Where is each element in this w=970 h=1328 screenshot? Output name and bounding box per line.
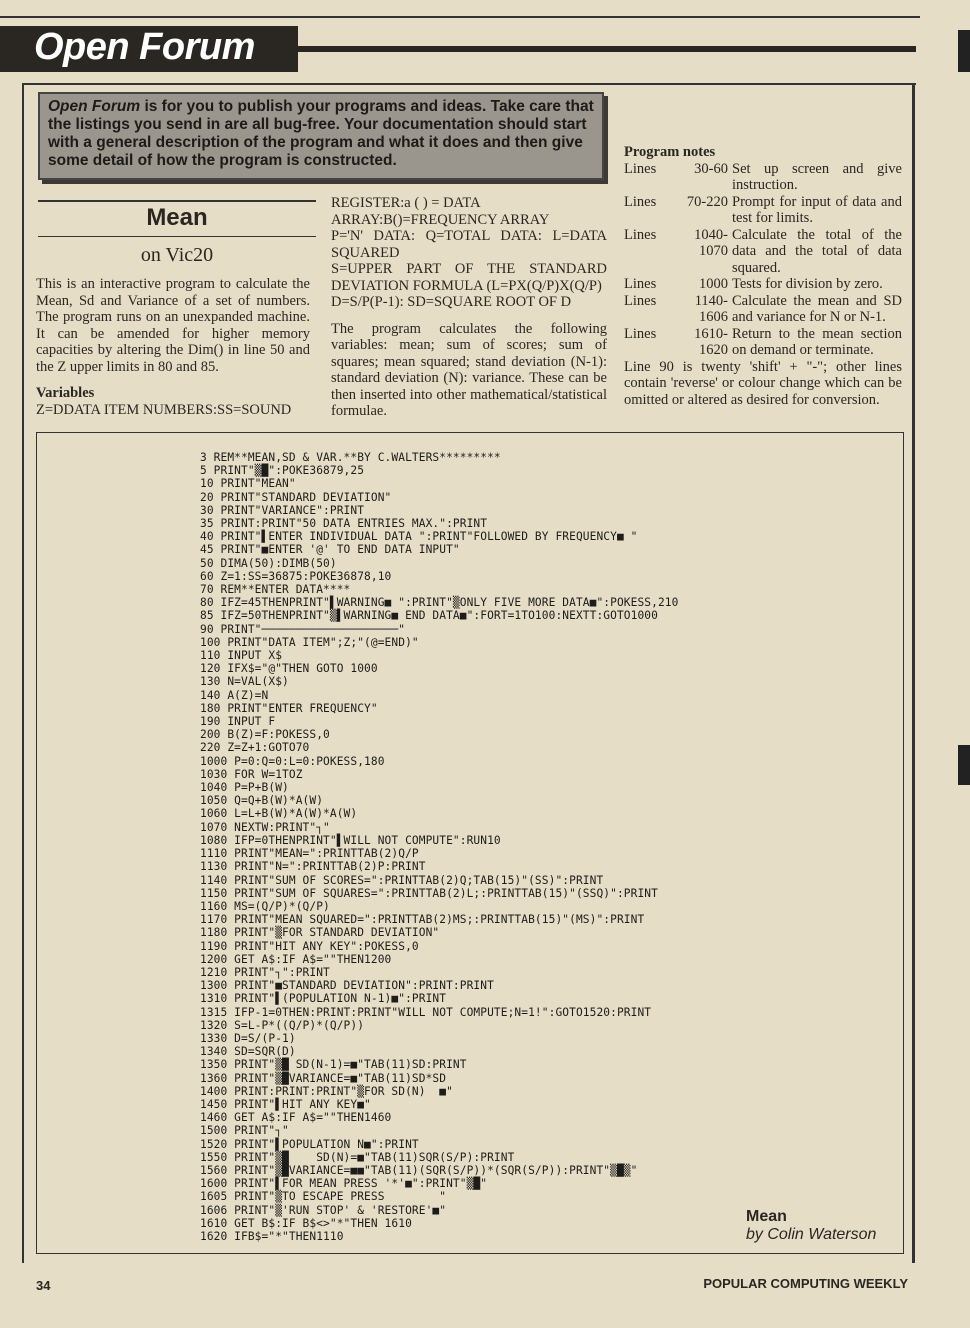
variables-line: ARRAY:B()=FREQUENCY ARRAY (331, 211, 550, 228)
variables-line: D=S/P(P-1): SD=SQUARE ROOT OF D (331, 294, 572, 310)
magazine-name: POPULAR COMPUTING WEEKLY (703, 1276, 908, 1291)
program-note-row (624, 326, 902, 359)
listing-line: 100 PRINT"DATA ITEM";Z;"(@=END)" (200, 635, 419, 649)
edge-mark (958, 30, 970, 72)
listing-line: 1150 PRINT"SUM OF SQUARES=":PRINTTAB(2)L;:PRINTTAB(15)"(SSQ)":PRINT (200, 886, 658, 900)
listing-line: 1460 GET A$:IF A$=""THEN1460 (200, 1111, 392, 1125)
edge-mark (958, 745, 970, 785)
listing-line: 140 A(Z)=N (200, 688, 269, 702)
listing-line: 1605 PRINT"▒TO ESCAPE PRESS " (200, 1190, 447, 1204)
listing-line: 1050 Q=Q+B(W)*A(W) (200, 794, 324, 808)
listing-line: 40 PRINT"▌ENTER INDIVIDUAL DATA ":PRINT"FOLLOWED BY FREQUENCY■ " (200, 530, 638, 544)
listing-line: 5 PRINT"▒█":POKE36879,25 (200, 464, 365, 478)
listing-line: 1030 FOR W=1TOZ (200, 767, 303, 781)
byline-title: Mean (746, 1208, 787, 1225)
intro-box (38, 92, 604, 180)
listing-line: 1610 GET B$:IF B$<>"*"THEN 1610 (200, 1216, 412, 1230)
listing-line: 85 IFZ=50THENPRINT"▒▌WARNING■ END DATA■":FORT=1TO100:NEXTT:GOTO1000 (200, 609, 658, 623)
listing-line: 1550 PRINT"▒█ SD(N)=■"TAB(11)SQR(S/P):PRINT (200, 1150, 515, 1164)
note-label: Lines (624, 193, 657, 210)
column-3 (624, 144, 902, 418)
intro-paragraph: This is an interactive program to calculate the Mean, Sd and Variance of a set of numbers. The program runs on an unexpanded machine. It can be amended for higher memory capacities by altering the Dim() in line 50 and the Z upper limits in 80 and 85. (36, 276, 310, 375)
variables-line: S=UPPER PART OF THE STANDARD DEVIATION FORMULA (L=PX(Q/P)X(Q/P) (331, 261, 607, 294)
listing-line: 130 N=VAL(X$) (200, 675, 289, 689)
listing-line: 1500 PRINT"┐" (200, 1124, 289, 1138)
listing-line: 1160 MS=(Q/P)*(Q/P) (200, 899, 330, 913)
listing-line: 200 B(Z)=F:POKESS,0 (200, 728, 330, 742)
listing-line: 1620 IFB$="*"THEN1110 (200, 1229, 344, 1243)
listing-line: 1070 NEXTW:PRINT"┐" (200, 820, 330, 834)
byline-author: by Colin Waterson (746, 1226, 877, 1243)
program-note-row (624, 194, 902, 227)
listing-line: 1180 PRINT"▒FOR STANDARD DEVIATION" (200, 926, 440, 940)
listing-line: 1170 PRINT"MEAN SQUARED=":PRINTTAB(2)MS;:PRINTTAB(15)"(MS)":PRINT (200, 913, 645, 927)
notes-footer: Line 90 is twenty 'shift' + "-"; other lines contain 'reverse' or colour change which can be omitted or altered as desired for conversion. (624, 358, 902, 408)
note-desc: Tests for division by zero. (732, 276, 883, 292)
listing-line: 220 Z=Z+1:GOTO70 (200, 741, 310, 755)
listing-line: 1110 PRINT"MEAN=":PRINTTAB(2)Q/P (200, 847, 419, 861)
listing-line: 1350 PRINT"▒█ SD(N-1)=■"TAB(11)SD:PRINT (200, 1058, 467, 1072)
listing-line: 1330 D=S/(P-1) (200, 1031, 296, 1045)
listing-line: 1340 SD=SQR(D) (200, 1045, 296, 1059)
program-listing (200, 451, 900, 1243)
note-range: 1040-1070 (694, 226, 728, 259)
intro-lead: Open Forum (48, 98, 141, 115)
note-label: Lines (624, 276, 657, 292)
program-note-row (624, 161, 902, 194)
note-range: 70-220 (686, 193, 728, 210)
listing-line: 1600 PRINT"▌FOR MEAN PRESS '*'■":PRINT"▒█" (200, 1177, 488, 1191)
listing-line: 1140 PRINT"SUM OF SCORES=":PRINTTAB(2)Q;TAB(15)"(SS)":PRINT (200, 873, 604, 887)
column-2 (331, 195, 607, 430)
listing-line: 45 PRINT"■ENTER '@' TO END DATA INPUT" (200, 543, 460, 557)
note-label: Lines (624, 292, 657, 309)
note-range: 1000 (699, 276, 728, 292)
listing-line: 1040 P=P+B(W) (200, 781, 289, 795)
listing-line: 70 REM**ENTER DATA**** (200, 583, 351, 597)
note-desc: Prompt for input of data and test for limits. (732, 193, 902, 226)
variables-line: Z=DDATA ITEM NUMBERS:SS=SOUND (36, 401, 292, 418)
listing-line: 10 PRINT"MEAN" (200, 477, 296, 491)
listing-line: 1190 PRINT"HIT ANY KEY":POKESS,0 (200, 939, 419, 953)
listing-line: 1360 PRINT"▒█VARIANCE=■"TAB(11)SD*SD (200, 1071, 447, 1085)
listing-line: 50 DIMA(50):DIMB(50) (200, 556, 337, 570)
listing-line: 20 PRINT"STANDARD DEVIATION" (200, 490, 392, 504)
note-label: Lines (624, 160, 657, 177)
listing-line: 30 PRINT"VARIANCE":PRINT (200, 503, 365, 517)
listing-line: 1080 IFP=0THENPRINT"▌WILL NOT COMPUTE":RUN10 (200, 833, 501, 847)
program-note-row (624, 227, 902, 277)
article-rule (38, 200, 316, 202)
column-1 (36, 276, 310, 418)
intro-text: is for you to publish your programs and ideas. Take care that the listings you send in are all bug-free. Your documentation should start with a general description of the program and what it does and then give some detail of how the program is constructed. (48, 98, 594, 169)
listing-line: 35 PRINT:PRINT"50 DATA ENTRIES MAX.":PRINT (200, 517, 488, 531)
listing-line: 1520 PRINT"▌POPULATION N■":PRINT (200, 1137, 419, 1151)
listing-line: 1315 IFP-1=0THEN:PRINT:PRINT"WILL NOT COMPUTE;N=1!":GOTO1520:PRINT (200, 1005, 652, 1019)
listing-line: 1210 PRINT"┐":PRINT (200, 965, 330, 979)
note-range: 1140-1606 (694, 292, 728, 325)
listing-line: 90 PRINT"────────────────────" (200, 622, 406, 636)
calc-paragraph: The program calculates the following variables: mean; sum of scores; sum of squares; mean squared; stand deviation (N-1): standard deviation (N): variance. These can be then inserted into other mathematical/statistical formulae. (331, 320, 607, 419)
article-subtitle: on Vic20 (140, 244, 214, 266)
note-label: Lines (624, 226, 657, 243)
article-rule (38, 236, 316, 237)
note-desc: Calculate the total of the data and the total of data squared. (732, 226, 902, 276)
article-title: Mean (146, 204, 208, 231)
note-desc: Set up screen and give instruction. (732, 160, 902, 193)
section-title: Open Forum (34, 26, 255, 68)
listing-line: 1310 PRINT"▌(POPULATION N-1)■":PRINT (200, 992, 447, 1006)
note-range: 30-60 (694, 160, 728, 177)
listing-line: 1130 PRINT"N=":PRINTTAB(2)P:PRINT (200, 860, 426, 874)
listing-line: 1320 S=L-P*((Q/P)*(Q/P)) (200, 1018, 365, 1032)
listing-line: 80 IFZ=45THENPRINT"▌WARNING■ ":PRINT"▒ONLY FIVE MORE DATA■":POKESS,210 (200, 596, 679, 610)
listing-line: 1300 PRINT"■STANDARD DEVIATION":PRINT:PRINT (200, 979, 494, 993)
note-desc: Return to the mean section on demand or terminate. (732, 325, 902, 358)
frame-left-rule (22, 83, 24, 1263)
listing-line: 1200 GET A$:IF A$=""THEN1200 (200, 952, 392, 966)
listing-line: 1606 PRINT"▒'RUN STOP' & 'RESTORE'■" (200, 1203, 447, 1217)
program-notes-table (624, 161, 902, 359)
listing-line: 1560 PRINT"▒█VARIANCE=■■"TAB(11)(SQR(S/P))*(SQR(S/P)):PRINT"▒█▒" (200, 1163, 638, 1177)
program-notes-heading: Program notes (624, 144, 716, 160)
listing-line: 110 INPUT X$ (200, 649, 283, 663)
listing-line: 190 INPUT F (200, 715, 276, 729)
frame-top-rule (22, 83, 916, 85)
note-desc: Calculate the mean and SD and variance for N or N-1. (732, 292, 902, 325)
listing-line: 1060 L=L+B(W)*A(W)*A(W) (200, 807, 358, 821)
variables-line: P='N' DATA: Q=TOTAL DATA: L=DATA SQUARED (331, 228, 607, 261)
listing-line: 180 PRINT"ENTER FREQUENCY" (200, 701, 378, 715)
masthead-strip (298, 46, 916, 52)
note-range: 1610-1620 (694, 325, 728, 358)
variables-line: REGISTER:a ( ) = DATA (331, 195, 481, 211)
listing-line: 3 REM**MEAN,SD & VAR.**BY C.WALTERS********* (200, 451, 501, 464)
top-rule (0, 16, 920, 18)
listing-line: 120 IFX$="@"THEN GOTO 1000 (200, 662, 378, 676)
listing-line: 60 Z=1:SS=36875:POKE36878,10 (200, 569, 392, 583)
program-note-row (624, 293, 902, 326)
listing-line: 1000 P=0:Q=0:L=0:POKESS,180 (200, 754, 385, 768)
frame-right-rule (912, 83, 915, 1263)
listing-line: 1400 PRINT:PRINT:PRINT"▒FOR SD(N) ■" (200, 1084, 453, 1098)
page-number: 34 (36, 1278, 51, 1293)
variables-heading: Variables (36, 385, 95, 401)
note-label: Lines (624, 325, 657, 342)
listing-line: 1450 PRINT"▌HIT ANY KEY■" (200, 1097, 371, 1111)
program-note-row (624, 276, 902, 293)
